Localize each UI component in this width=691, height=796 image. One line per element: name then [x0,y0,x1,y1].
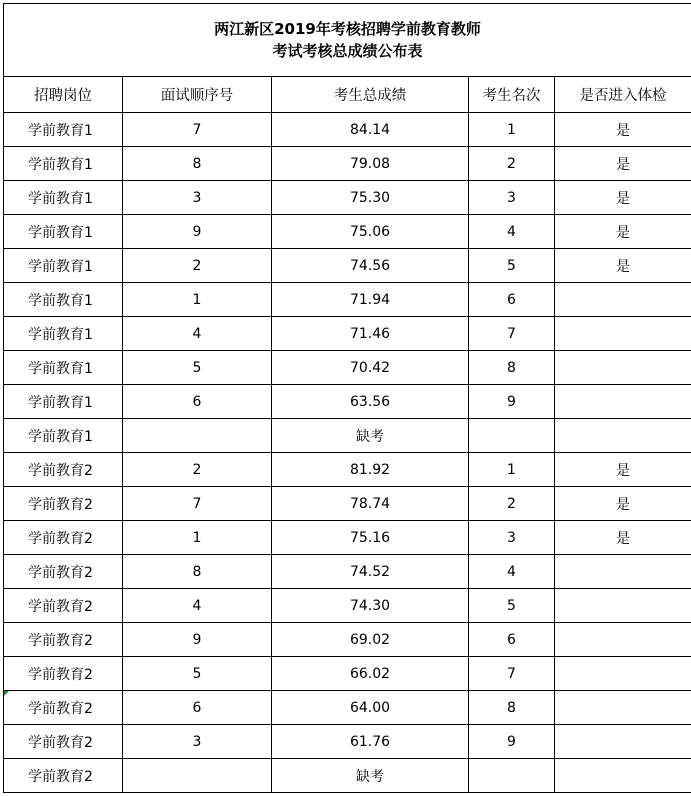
table-row [4,351,691,385]
header-position[interactable]: 招聘岗位 [4,77,123,113]
cell-interview-order[interactable]: 1 [123,521,272,555]
cell-position[interactable]: 学前教育2 [4,623,123,657]
cell-total-score[interactable]: 71.46 [272,317,469,351]
cell-rank[interactable]: 8 [469,351,555,385]
cell-physical-exam[interactable]: 是 [555,147,691,181]
cell-position[interactable]: 学前教育2 [4,555,123,589]
table-row [4,385,691,419]
title-line-1: 两江新区2019年考核招聘学前教育教师 [214,20,481,38]
cell-physical-exam[interactable] [555,691,691,725]
cell-physical-exam[interactable] [555,759,691,793]
cell-rank[interactable]: 2 [469,147,555,181]
cell-total-score[interactable]: 66.02 [272,657,469,691]
cell-physical-exam[interactable]: 是 [555,181,691,215]
table-row [4,623,691,657]
cell-rank[interactable] [469,419,555,453]
cell-physical-exam[interactable] [555,623,691,657]
cell-position[interactable]: 学前教育1 [4,385,123,419]
cell-interview-order[interactable]: 4 [123,589,272,623]
cell-total-score[interactable]: 81.92 [272,453,469,487]
table-row [4,521,691,555]
cell-position[interactable]: 学前教育1 [4,317,123,351]
table-row [4,759,691,793]
cell-total-score[interactable]: 缺考 [272,759,469,793]
cell-position[interactable]: 学前教育2 [4,691,123,725]
cell-total-score[interactable]: 缺考 [272,419,469,453]
cell-position[interactable]: 学前教育1 [4,147,123,181]
cell-interview-order[interactable]: 9 [123,623,272,657]
table-row [4,725,691,759]
cell-physical-exam[interactable]: 是 [555,521,691,555]
cell-physical-exam[interactable] [555,317,691,351]
cell-physical-exam[interactable] [555,589,691,623]
table-row [4,589,691,623]
table-row [4,283,691,317]
cell-rank[interactable]: 1 [469,113,555,147]
results-table [3,3,691,793]
cell-total-score[interactable]: 74.30 [272,589,469,623]
header-physical-exam[interactable]: 是否进入体检 [555,77,691,113]
cell-rank[interactable]: 7 [469,317,555,351]
cell-position[interactable]: 学前教育1 [4,215,123,249]
cell-rank[interactable]: 7 [469,657,555,691]
cell-rank[interactable]: 3 [469,521,555,555]
cell-total-score[interactable]: 64.00 [272,691,469,725]
comment-indicator-icon [4,691,9,696]
cell-physical-exam[interactable] [555,555,691,589]
cell-rank[interactable]: 8 [469,691,555,725]
cell-total-score[interactable]: 61.76 [272,725,469,759]
cell-rank[interactable]: 3 [469,181,555,215]
cell-interview-order[interactable]: 1 [123,283,272,317]
title-row [4,4,691,77]
cell-physical-exam[interactable] [555,419,691,453]
cell-physical-exam[interactable]: 是 [555,215,691,249]
cell-physical-exam[interactable]: 是 [555,113,691,147]
cell-interview-order[interactable]: 2 [123,453,272,487]
cell-interview-order[interactable] [123,759,272,793]
cell-position[interactable]: 学前教育2 [4,589,123,623]
cell-physical-exam[interactable] [555,725,691,759]
cell-position[interactable]: 学前教育1 [4,351,123,385]
cell-rank[interactable]: 9 [469,385,555,419]
table-row [4,453,691,487]
cell-total-score[interactable]: 75.06 [272,215,469,249]
cell-physical-exam[interactable]: 是 [555,453,691,487]
cell-physical-exam[interactable] [555,385,691,419]
cell-total-score[interactable]: 63.56 [272,385,469,419]
cell-total-score[interactable]: 74.56 [272,249,469,283]
cell-rank[interactable]: 5 [469,249,555,283]
table-row [4,317,691,351]
table-row [4,419,691,453]
cell-position[interactable]: 学前教育1 [4,419,123,453]
title-line-2: 考试考核总成绩公布表 [272,42,423,60]
header-interview-order[interactable]: 面试顺序号 [123,77,272,113]
cell-rank[interactable]: 4 [469,555,555,589]
header-row [4,77,691,113]
cell-position[interactable]: 学前教育2 [4,521,123,555]
cell-rank[interactable]: 9 [469,725,555,759]
table-row [4,657,691,691]
cell-interview-order[interactable] [123,419,272,453]
cell-physical-exam[interactable] [555,657,691,691]
cell-interview-order[interactable]: 6 [123,385,272,419]
cell-total-score[interactable]: 84.14 [272,113,469,147]
cell-interview-order[interactable]: 6 [123,691,272,725]
cell-position[interactable]: 学前教育2 [4,453,123,487]
cell-physical-exam[interactable] [555,351,691,385]
cell-total-score[interactable]: 75.30 [272,181,469,215]
cell-interview-order[interactable]: 4 [123,317,272,351]
table-row [4,249,691,283]
cell-total-score[interactable]: 75.16 [272,521,469,555]
cell-interview-order[interactable]: 2 [123,249,272,283]
cell-rank[interactable] [469,759,555,793]
cell-interview-order[interactable]: 8 [123,147,272,181]
cell-interview-order[interactable]: 3 [123,725,272,759]
cell-interview-order[interactable]: 8 [123,555,272,589]
cell-position[interactable]: 学前教育2 [4,657,123,691]
cell-position[interactable]: 学前教育1 [4,113,123,147]
cell-physical-exam[interactable] [555,283,691,317]
cell-total-score[interactable]: 70.42 [272,351,469,385]
cell-total-score[interactable]: 71.94 [272,283,469,317]
cell-rank[interactable]: 5 [469,589,555,623]
score-sheet [3,3,691,793]
cell-interview-order[interactable]: 7 [123,487,272,521]
table-row [4,181,691,215]
cell-total-score[interactable]: 79.08 [272,147,469,181]
cell-total-score[interactable]: 74.52 [272,555,469,589]
cell-position[interactable]: 学前教育1 [4,181,123,215]
cell-interview-order[interactable]: 7 [123,113,272,147]
cell-physical-exam[interactable]: 是 [555,487,691,521]
cell-position[interactable]: 学前教育1 [4,283,123,317]
table-title[interactable] [4,4,691,77]
table-row [4,113,691,147]
cell-rank[interactable]: 6 [469,623,555,657]
table-row [4,215,691,249]
table-row [4,147,691,181]
cell-position[interactable]: 学前教育2 [4,759,123,793]
cell-interview-order[interactable]: 5 [123,351,272,385]
cell-position[interactable]: 学前教育2 [4,725,123,759]
cell-rank[interactable]: 6 [469,283,555,317]
cell-position[interactable]: 学前教育2 [4,487,123,521]
header-total-score[interactable]: 考生总成绩 [272,77,469,113]
table-row [4,691,691,725]
cell-interview-order[interactable]: 3 [123,181,272,215]
cell-total-score[interactable]: 78.74 [272,487,469,521]
cell-rank[interactable]: 1 [469,453,555,487]
cell-rank[interactable]: 4 [469,215,555,249]
cell-interview-order[interactable]: 5 [123,657,272,691]
table-row [4,487,691,521]
cell-interview-order[interactable]: 9 [123,215,272,249]
cell-total-score[interactable]: 69.02 [272,623,469,657]
table-row [4,555,691,589]
cell-rank[interactable]: 2 [469,487,555,521]
cell-physical-exam[interactable]: 是 [555,249,691,283]
cell-position[interactable]: 学前教育1 [4,249,123,283]
header-rank[interactable]: 考生名次 [469,77,555,113]
